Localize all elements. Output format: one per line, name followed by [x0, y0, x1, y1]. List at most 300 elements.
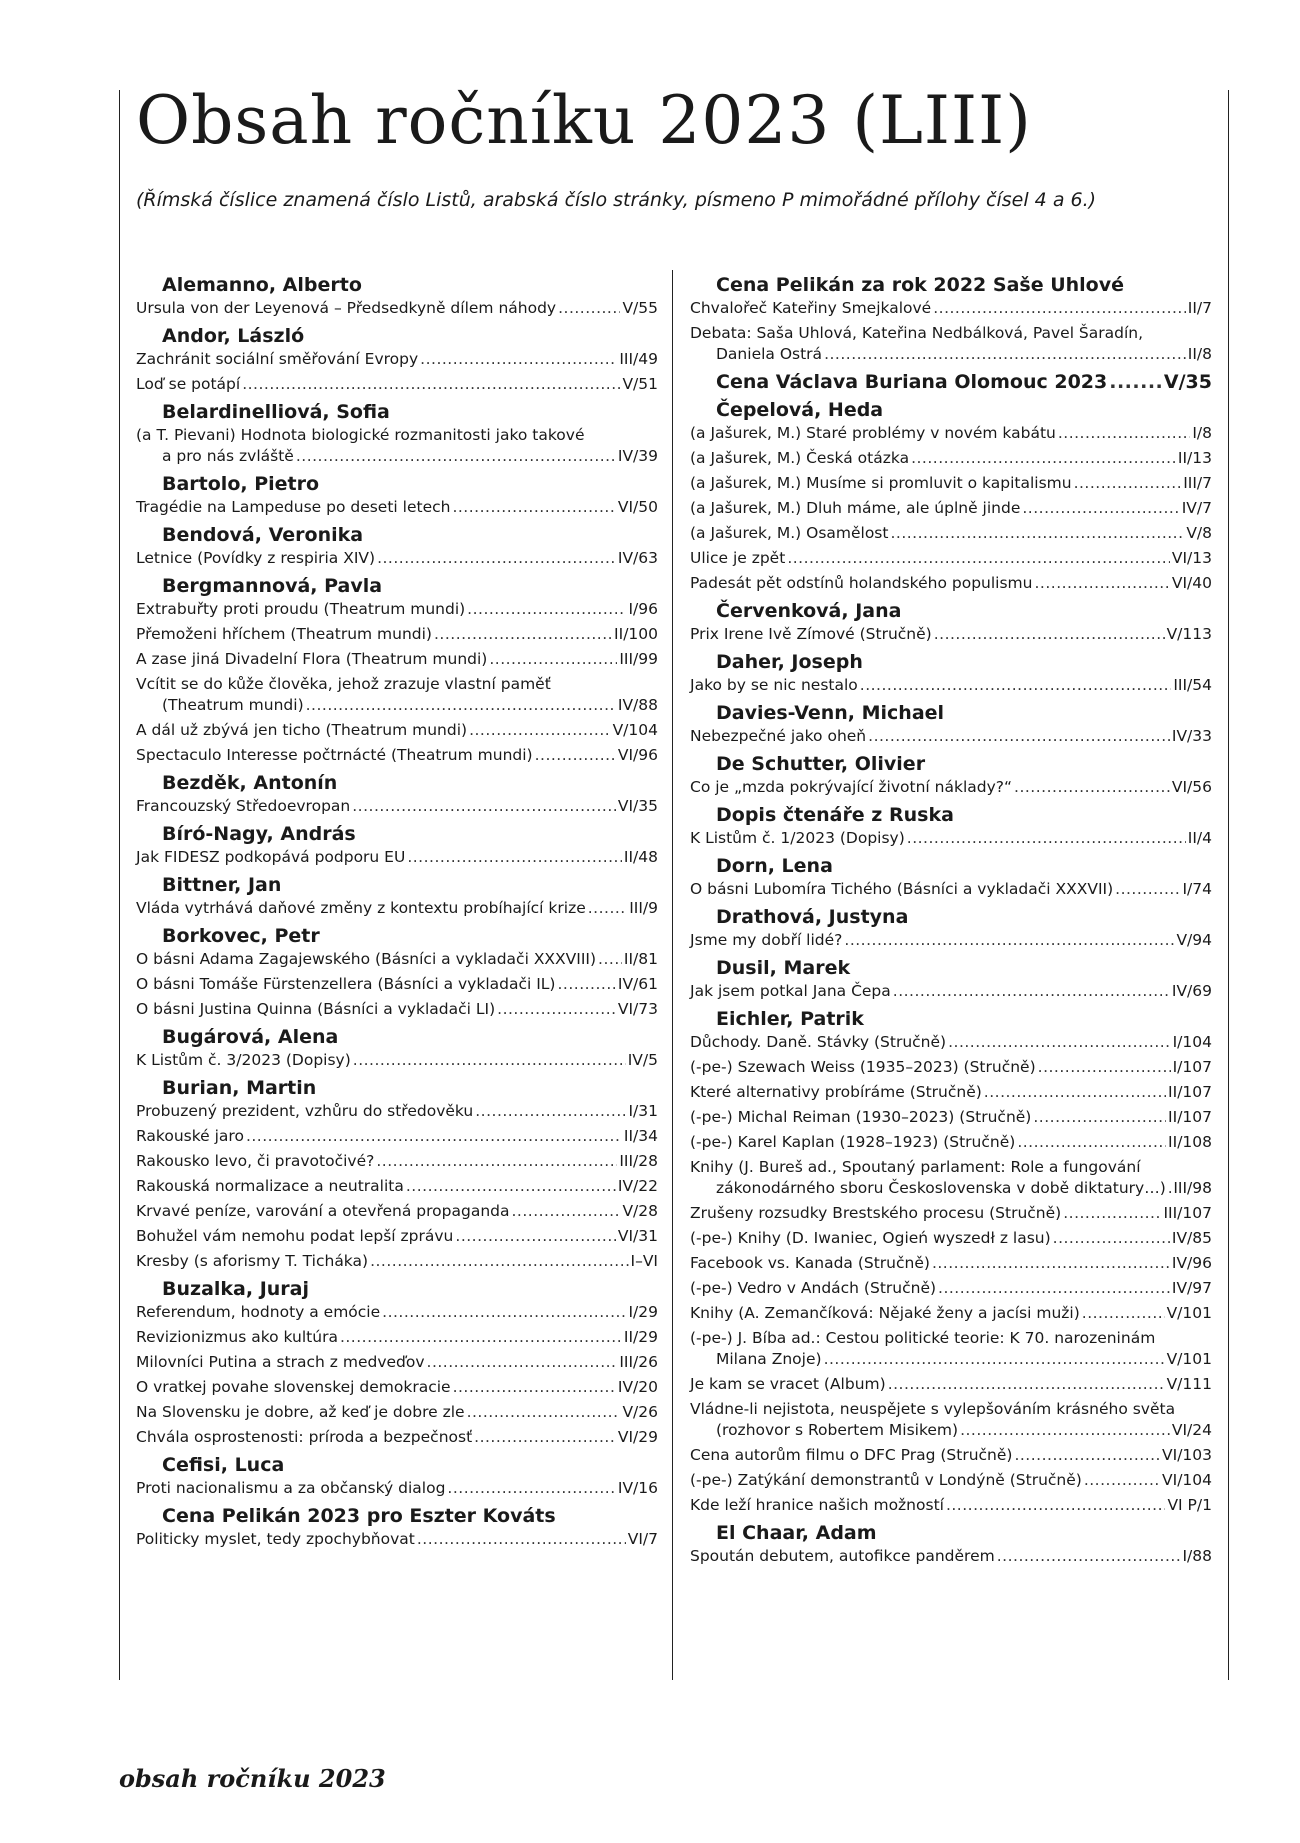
entry-line — [690, 1178, 1212, 1199]
index-entry — [690, 473, 1212, 494]
entry-title: (-pe-) Knihy (D. Iwaniec, Ogień wyszedł z lasu) — [690, 1229, 1051, 1247]
index-entry — [690, 879, 1212, 900]
column-divider-rule — [672, 270, 673, 1680]
entry-title: zákonodárného sboru Československa v době diktatury…) — [716, 1179, 1166, 1197]
entry-reference: II/107 — [1168, 1083, 1212, 1101]
entry-reference: V/101 — [1166, 1304, 1212, 1322]
index-entry — [690, 498, 1212, 519]
entry-line — [136, 599, 658, 620]
entry-title: Které alternativy probíráme (Stručně) — [690, 1083, 982, 1101]
entry-reference: II/48 — [623, 848, 658, 866]
index-entry — [136, 298, 658, 319]
entry-title: Milovníci Putina a strach z medveďov — [136, 1353, 425, 1371]
entry-reference: IV/96 — [1171, 1254, 1212, 1272]
entry-line — [136, 1226, 658, 1247]
author-heading: El Chaar, Adam — [716, 1522, 877, 1544]
index-entry — [690, 726, 1212, 747]
dot-leader — [452, 497, 615, 518]
author-heading: Andor, László — [162, 325, 305, 347]
right-margin-rule — [1228, 90, 1229, 1680]
entry-title: (-pe-) Michal Reiman (1930–2023) (Stručně) — [690, 1108, 1032, 1126]
index-entry — [136, 624, 658, 645]
dot-leader — [1017, 1132, 1166, 1153]
entry-reference: V/26 — [622, 1403, 658, 1421]
author-heading: Dopis čtenáře z Ruska — [716, 804, 954, 826]
index-entry — [690, 981, 1212, 1002]
entry-line — [690, 1374, 1212, 1395]
entry-reference: IV/69 — [1171, 982, 1212, 1000]
entry-line — [136, 898, 658, 919]
index-entry — [136, 374, 658, 395]
dot-leader — [588, 898, 627, 919]
entry-title: Důchody. Daně. Stávky (Stručně) — [690, 1033, 947, 1051]
entry-reference: IV/88 — [617, 696, 658, 714]
dot-leader — [417, 1529, 626, 1550]
entry-title: Letnice (Povídky z respiria XIV) — [136, 549, 376, 567]
entry-reference: V/55 — [622, 299, 658, 317]
dot-leader — [1063, 1203, 1161, 1224]
entry-line — [690, 1132, 1212, 1153]
entry-title: Přemoženi hříchem (Theatrum mundi) — [136, 625, 432, 643]
entry-line — [136, 1327, 658, 1348]
entry-line — [136, 796, 658, 817]
entry-line — [136, 1352, 658, 1373]
entry-title: a pro nás zvláště — [162, 447, 294, 465]
entry-reference: VI/35 — [617, 797, 658, 815]
entry-line — [136, 1176, 658, 1197]
index-entry — [690, 1374, 1212, 1395]
index-entry — [136, 1126, 658, 1147]
author-heading: Bíró-Nagy, András — [162, 823, 356, 845]
dot-leader — [242, 374, 620, 395]
dot-leader — [997, 1546, 1181, 1567]
entry-reference: IV/61 — [617, 975, 658, 993]
entry-title: (rozhovor s Robertem Misikem) — [716, 1421, 959, 1439]
author-heading: Bendová, Veronika — [162, 524, 364, 546]
dot-leader — [932, 1253, 1170, 1274]
author-heading: Cefisi, Luca — [162, 1454, 285, 1476]
entry-line — [690, 777, 1212, 798]
entry-line — [690, 1495, 1212, 1516]
entry-reference: V/8 — [1186, 524, 1212, 542]
entry-line — [136, 374, 658, 395]
index-entry — [690, 423, 1212, 444]
dot-leader — [340, 1327, 622, 1348]
entry-reference: V/113 — [1166, 625, 1212, 643]
entry-reference: IV/63 — [617, 549, 658, 567]
entry-line — [690, 624, 1212, 645]
dot-leader — [420, 349, 617, 370]
entry-reference: III/99 — [619, 650, 658, 668]
entry-title: Spoután debutem, autofikce panděrem — [690, 1547, 995, 1565]
index-entry — [136, 1377, 658, 1398]
entry-line — [136, 1126, 658, 1147]
dot-leader — [888, 1374, 1165, 1395]
entry-title: Krvavé peníze, varování a otevřená propaganda — [136, 1202, 510, 1220]
index-entry — [690, 298, 1212, 319]
entry-line — [690, 1445, 1212, 1466]
index-entry — [136, 1478, 658, 1499]
dot-leader — [1022, 498, 1179, 519]
entry-title: Chvála osprostenosti: príroda a bezpečnosť — [136, 1428, 473, 1446]
entry-line — [136, 745, 658, 766]
dot-leader — [382, 1302, 626, 1323]
entry-reference: IV/22 — [617, 1177, 658, 1195]
entry-reference: III/107 — [1163, 1204, 1212, 1222]
entry-reference: VI/56 — [1171, 778, 1212, 796]
entry-title: Referendum, hodnoty a emócie — [136, 1303, 381, 1321]
page-title: Obsah ročníku 2023 (LIII) — [136, 82, 1032, 159]
entry-reference: I/29 — [628, 1303, 658, 1321]
entry-reference: V/28 — [622, 1202, 658, 1220]
dot-leader — [489, 649, 617, 670]
entry-title: Politicky myslet, tedy zpochybňovat — [136, 1530, 415, 1548]
entry-line — [690, 1228, 1212, 1249]
entry-reference: VI P/1 — [1167, 1496, 1212, 1514]
entry-title: (a Jašurek, M.) Dluh máme, ale úplně jinde — [690, 499, 1021, 517]
dot-leader — [960, 1420, 1170, 1441]
entry-title-first-line: (-pe-) J. Bíba ad.: Cestou politické teorie: K 70. narozeninám — [690, 1329, 1156, 1347]
entry-reference: V/101 — [1166, 1350, 1212, 1368]
author-heading: Eichler, Patrik — [716, 1008, 864, 1030]
index-entry — [690, 1082, 1212, 1103]
dot-leader — [434, 624, 612, 645]
entry-reference: VI/31 — [617, 1227, 658, 1245]
entry-line — [136, 298, 658, 319]
entry-line — [136, 1377, 658, 1398]
index-entry — [136, 745, 658, 766]
entry-reference: II/13 — [1177, 449, 1212, 467]
entry-line — [690, 1253, 1212, 1274]
index-entry — [136, 1529, 658, 1550]
author-heading: Burian, Martin — [162, 1077, 317, 1099]
index-entry — [690, 1228, 1212, 1249]
dot-leader — [844, 930, 1174, 951]
entry-line — [690, 498, 1212, 519]
dot-leader — [352, 796, 616, 817]
dot-leader — [475, 1101, 626, 1122]
dot-leader — [1058, 423, 1191, 444]
entry-line — [690, 1107, 1212, 1128]
entry-line — [690, 523, 1212, 544]
entry-title: Ursula von der Leyenová – Předsedkyně dílem náhody — [136, 299, 557, 317]
dot-leader — [1034, 573, 1169, 594]
entry-line — [136, 1251, 658, 1272]
index-entry — [136, 949, 658, 970]
author-heading: Daher, Joseph — [716, 651, 863, 673]
entry-line — [690, 1470, 1212, 1491]
dot-leader — [1109, 369, 1162, 395]
author-heading: Bezděk, Antonín — [162, 772, 338, 794]
dot-leader — [934, 624, 1165, 645]
index-column-right — [690, 270, 1212, 1571]
dot-leader — [497, 999, 616, 1020]
entry-line — [690, 344, 1212, 365]
entry-title: Kde leží hranice našich možností — [690, 1496, 944, 1514]
index-entry — [136, 1302, 658, 1323]
dot-leader — [1082, 1303, 1165, 1324]
index-entry — [136, 1402, 658, 1423]
entry-line — [136, 624, 658, 645]
entry-title: O vratkej povahe slovenskej demokracie — [136, 1378, 451, 1396]
index-entry — [690, 828, 1212, 849]
entry-title: Francouzský Středoevropan — [136, 797, 351, 815]
entry-reference: VI/103 — [1162, 1446, 1212, 1464]
entry-reference: IV/33 — [1171, 727, 1212, 745]
dot-leader — [557, 974, 615, 995]
entry-reference: V/111 — [1166, 1375, 1212, 1393]
entry-line — [690, 981, 1212, 1002]
index-entry — [136, 1201, 658, 1222]
entry-reference: VI/13 — [1171, 549, 1212, 567]
entry-line — [690, 473, 1212, 494]
entry-line — [136, 446, 658, 467]
dot-leader — [427, 1352, 618, 1373]
entry-title-first-line: Vcítit se do kůže člověka, jehož zrazuje vlastní paměť — [136, 675, 551, 693]
dot-leader — [1033, 1107, 1166, 1128]
index-entry — [690, 573, 1212, 594]
dot-leader — [787, 548, 1170, 569]
entry-title: Daniela Ostrá — [716, 345, 823, 363]
dot-leader — [893, 981, 1170, 1002]
entry-title: (a Jašurek, M.) Staré problémy v novém kabátu — [690, 424, 1056, 442]
entry-title: K Listům č. 3/2023 (Dopisy) — [136, 1051, 351, 1069]
entry-title: Rakouská normalizace a neutralita — [136, 1177, 404, 1195]
index-entry — [136, 425, 658, 467]
index-entry — [136, 1327, 658, 1348]
author-heading — [690, 369, 1212, 395]
entry-title: Jako by se nic nestalo — [690, 676, 858, 694]
author-heading: Červenková, Jana — [716, 600, 902, 622]
entry-reference: IV/85 — [1171, 1229, 1212, 1247]
dot-leader — [447, 1478, 615, 1499]
entry-title: K Listům č. 1/2023 (Dopisy) — [690, 829, 905, 847]
entry-line — [690, 1032, 1212, 1053]
dot-leader — [948, 1032, 1171, 1053]
dot-leader — [407, 847, 622, 868]
entry-title: (-pe-) Karel Kaplan (1928–1923) (Stručně) — [690, 1133, 1016, 1151]
entry-line — [136, 720, 658, 741]
author-heading: Alemanno, Alberto — [162, 274, 362, 296]
dot-leader — [1084, 1470, 1160, 1491]
author-heading: Dorn, Lena — [716, 855, 833, 877]
dot-leader — [455, 1226, 615, 1247]
entry-title: Co je „mzda pokrývající životní náklady?“ — [690, 778, 1013, 796]
dot-leader — [824, 344, 1186, 365]
entry-reference: VI/96 — [617, 746, 658, 764]
entry-line — [136, 1478, 658, 1499]
entry-reference: III/7 — [1183, 474, 1212, 492]
entry-title: O básni Lubomíra Tichého (Básníci a vykladači XXXVII) — [690, 880, 1114, 898]
index-entry — [690, 523, 1212, 544]
dot-leader — [467, 1402, 621, 1423]
index-entry — [690, 1132, 1212, 1153]
entry-reference: VI/40 — [1171, 574, 1212, 592]
dot-leader — [890, 523, 1184, 544]
index-entry — [690, 1057, 1212, 1078]
entry-title: (-pe-) Zatýkání demonstrantů v Londýně (Stručně) — [690, 1471, 1082, 1489]
index-entry — [136, 796, 658, 817]
entry-reference: VI/50 — [617, 498, 658, 516]
index-entry — [136, 1251, 658, 1272]
entry-reference: VI/29 — [617, 1428, 658, 1446]
entry-line — [136, 1529, 658, 1550]
entry-title: Zachránit sociální směřování Evropy — [136, 350, 419, 368]
entry-line — [690, 1203, 1212, 1224]
entry-line — [690, 1546, 1212, 1567]
dot-leader — [984, 1082, 1166, 1103]
index-entry — [136, 974, 658, 995]
dot-leader — [474, 1427, 616, 1448]
entry-title: Cena Václava Buriana Olomouc 2023 — [716, 371, 1108, 393]
entry-line — [690, 1349, 1212, 1370]
index-entry — [690, 448, 1212, 469]
index-entry — [690, 1157, 1212, 1199]
entry-reference: II/34 — [623, 1127, 658, 1145]
index-entry — [690, 548, 1212, 569]
entry-line — [690, 1303, 1212, 1324]
index-entry — [136, 1176, 658, 1197]
entry-reference: III/54 — [1173, 676, 1212, 694]
dot-leader — [598, 949, 622, 970]
entry-reference: II/4 — [1187, 829, 1212, 847]
entry-line — [690, 1057, 1212, 1078]
index-entry — [136, 497, 658, 518]
index-entry — [690, 1032, 1212, 1053]
index-entry — [136, 1352, 658, 1373]
dot-leader — [376, 1151, 617, 1172]
index-entry — [136, 649, 658, 670]
dot-leader — [1115, 879, 1180, 900]
entry-reference: I/107 — [1172, 1058, 1212, 1076]
entry-reference: VI/7 — [627, 1530, 658, 1548]
entry-title: A zase jiná Divadelní Flora (Theatrum mundi) — [136, 650, 488, 668]
dot-leader — [824, 1349, 1165, 1370]
entry-title: Probuzený prezident, vzhůru do středověku — [136, 1102, 474, 1120]
index-entry — [690, 675, 1212, 696]
author-heading: Buzalka, Juraj — [162, 1278, 309, 1300]
entry-title: Jak jsem potkal Jana Čepa — [690, 982, 891, 1000]
index-entry — [136, 1226, 658, 1247]
index-entry — [136, 548, 658, 569]
entry-reference: II/8 — [1187, 345, 1212, 363]
index-entry — [136, 1050, 658, 1071]
entry-line — [690, 1278, 1212, 1299]
index-entry — [690, 777, 1212, 798]
entry-title: Je kam se vracet (Album) — [690, 1375, 886, 1393]
index-entry — [690, 1253, 1212, 1274]
entry-reference: I/8 — [1192, 424, 1212, 442]
entry-reference: IV/39 — [617, 447, 658, 465]
entry-title: Proti nacionalismu a za občanský dialog — [136, 1479, 446, 1497]
entry-line — [136, 1050, 658, 1071]
entry-line — [690, 573, 1212, 594]
entry-title-first-line: Knihy (J. Bureš ad., Spoutaný parlament: Role a fungování — [690, 1158, 1141, 1176]
entry-line — [136, 1151, 658, 1172]
index-entry — [136, 898, 658, 919]
author-heading: Čepelová, Heda — [716, 399, 884, 421]
dot-leader — [1014, 1445, 1160, 1466]
entry-reference: II/7 — [1187, 299, 1212, 317]
entry-title: Ulice je zpět — [690, 549, 786, 567]
entry-reference: VI/24 — [1171, 1421, 1212, 1439]
index-entry — [690, 1203, 1212, 1224]
author-heading: De Schutter, Olivier — [716, 753, 926, 775]
entry-title-first-line: (a T. Pievani) Hodnota biologické rozmanitosti jako takové — [136, 426, 585, 444]
author-heading: Cena Pelikán 2023 pro Eszter Kováts — [162, 1505, 556, 1527]
entry-reference: IV/20 — [617, 1378, 658, 1396]
entry-title: Tragédie na Lampeduse po deseti letech — [136, 498, 451, 516]
dot-leader — [558, 298, 620, 319]
dot-leader — [868, 726, 1170, 747]
index-entry — [136, 349, 658, 370]
author-heading: Cena Pelikán za rok 2022 Saše Uhlové — [716, 274, 1124, 296]
index-column-left — [136, 270, 658, 1554]
dot-leader — [296, 446, 616, 467]
entry-line — [690, 423, 1212, 444]
entry-title: Rakousko levo, či pravotočivé? — [136, 1152, 375, 1170]
author-heading: Bergmannová, Pavla — [162, 575, 383, 597]
entry-reference: VI/73 — [617, 1000, 658, 1018]
index-entry — [690, 1495, 1212, 1516]
entry-title: (a Jašurek, M.) Musíme si promluvit o kapitalismu — [690, 474, 1072, 492]
entry-reference: III/98 — [1173, 1179, 1212, 1197]
entry-line — [136, 974, 658, 995]
author-heading: Bugárová, Alena — [162, 1026, 339, 1048]
entry-reference: II/107 — [1168, 1108, 1212, 1126]
dot-leader — [907, 828, 1186, 849]
index-entry — [136, 1101, 658, 1122]
entry-line — [690, 1420, 1212, 1441]
index-entry — [690, 1445, 1212, 1466]
entry-title: (Theatrum mundi) — [162, 696, 304, 714]
entry-reference: V/94 — [1176, 931, 1212, 949]
entry-line — [136, 1302, 658, 1323]
index-entry — [690, 930, 1212, 951]
entry-title: Prix Irene Ivě Zímové (Stručně) — [690, 625, 932, 643]
dot-leader — [512, 1201, 621, 1222]
dot-leader — [377, 548, 616, 569]
dot-leader — [406, 1176, 616, 1197]
index-entry — [690, 1278, 1212, 1299]
dot-leader — [860, 675, 1172, 696]
entry-reference: II/29 — [623, 1328, 658, 1346]
entry-title: Jsme my dobří lidé? — [690, 931, 843, 949]
author-heading: Bittner, Jan — [162, 874, 282, 896]
entry-line — [690, 726, 1212, 747]
entry-title: O básni Tomáše Fürstenzellera (Básníci a vykladači IL) — [136, 975, 556, 993]
author-heading: Borkovec, Petr — [162, 925, 320, 947]
dot-leader — [370, 1251, 628, 1272]
entry-title: O básni Adama Zagajewského (Básníci a vykladači XXXVIII) — [136, 950, 597, 968]
entry-title: (a Jašurek, M.) Osamělost — [690, 524, 889, 542]
index-entry — [136, 999, 658, 1020]
entry-reference: III/28 — [619, 1152, 658, 1170]
entry-title: A dál už zbývá jen ticho (Theatrum mundi) — [136, 721, 468, 739]
dot-leader — [1038, 1057, 1171, 1078]
entry-title: Kresby (s aforismy T. Ticháka) — [136, 1252, 369, 1270]
entry-title: Na Slovensku je dobre, až keď je dobre zle — [136, 1403, 465, 1421]
entry-reference: III/9 — [629, 899, 658, 917]
entry-title: Knihy (A. Zemančíková: Nějaké ženy a jacísi muži) — [690, 1304, 1080, 1322]
entry-title: Padesát pět odstínů holandského populismu — [690, 574, 1033, 592]
entry-title-first-line: Vládne-li nejistota, neuspějete s vylepšováním krásného světa — [690, 1400, 1176, 1418]
entry-title: O básni Justina Quinna (Básníci a vykladači LI) — [136, 1000, 496, 1018]
entry-line — [690, 930, 1212, 951]
dot-leader — [467, 599, 626, 620]
dot-leader — [353, 1050, 626, 1071]
index-entry — [136, 599, 658, 620]
